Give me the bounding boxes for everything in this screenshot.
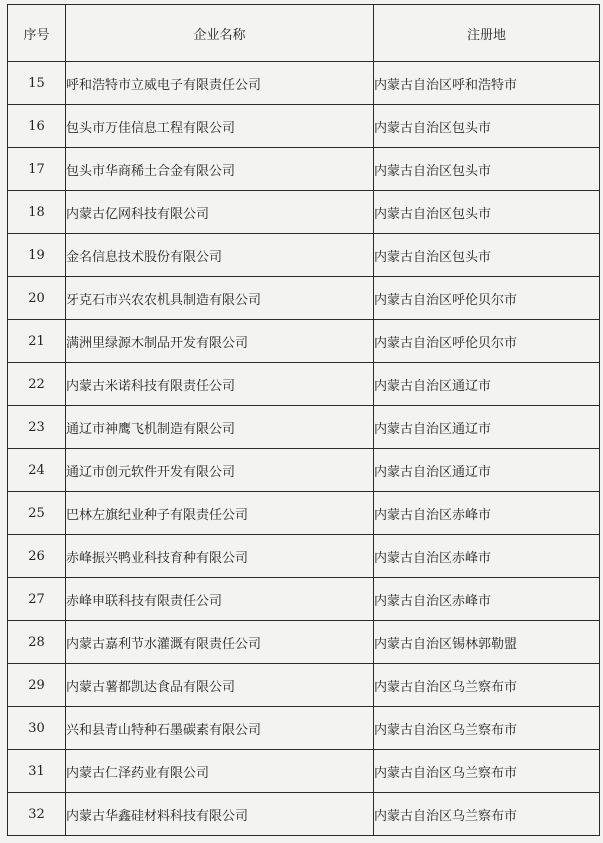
row-company-name: 内蒙古华鑫硅材料科技有限公司	[66, 793, 374, 836]
row-registered-location: 内蒙古自治区乌兰察布市	[374, 664, 600, 707]
row-company-name: 包头市万佳信息工程有限公司	[66, 105, 374, 148]
row-company-name: 内蒙古亿网科技有限公司	[66, 191, 374, 234]
table-row	[8, 105, 600, 148]
row-serial-number: 20	[8, 277, 66, 320]
row-company-name: 牙克石市兴农农机具制造有限公司	[66, 277, 374, 320]
table-row	[8, 191, 600, 234]
table-row	[8, 621, 600, 664]
row-registered-location: 内蒙古自治区包头市	[374, 105, 600, 148]
header-company-name: 企业名称	[66, 5, 374, 62]
table-row	[8, 535, 600, 578]
row-registered-location: 内蒙古自治区乌兰察布市	[374, 707, 600, 750]
row-registered-location: 内蒙古自治区包头市	[374, 148, 600, 191]
row-company-name: 通辽市神鹰飞机制造有限公司	[66, 406, 374, 449]
row-registered-location: 内蒙古自治区锡林郭勒盟	[374, 621, 600, 664]
row-registered-location: 内蒙古自治区通辽市	[374, 363, 600, 406]
row-serial-number: 28	[8, 621, 66, 664]
row-registered-location: 内蒙古自治区包头市	[374, 234, 600, 277]
header-registered-location: 注册地	[374, 5, 600, 62]
row-serial-number: 24	[8, 449, 66, 492]
table-row	[8, 664, 600, 707]
table-row	[8, 277, 600, 320]
company-table	[7, 4, 600, 836]
row-serial-number: 30	[8, 707, 66, 750]
table-row	[8, 148, 600, 191]
row-serial-number: 31	[8, 750, 66, 793]
row-company-name: 内蒙古仁泽药业有限公司	[66, 750, 374, 793]
table-row	[8, 750, 600, 793]
row-serial-number: 25	[8, 492, 66, 535]
table-row	[8, 320, 600, 363]
row-serial-number: 22	[8, 363, 66, 406]
row-registered-location: 内蒙古自治区乌兰察布市	[374, 793, 600, 836]
row-serial-number: 26	[8, 535, 66, 578]
row-serial-number: 17	[8, 148, 66, 191]
table-row	[8, 578, 600, 621]
row-company-name: 赤峰申联科技有限责任公司	[66, 578, 374, 621]
table-row	[8, 234, 600, 277]
row-registered-location: 内蒙古自治区包头市	[374, 191, 600, 234]
row-serial-number: 16	[8, 105, 66, 148]
row-registered-location: 内蒙古自治区通辽市	[374, 406, 600, 449]
row-company-name: 巴林左旗纪业种子有限责任公司	[66, 492, 374, 535]
row-company-name: 赤峰振兴鸭业科技育种有限公司	[66, 535, 374, 578]
table-body	[8, 62, 600, 836]
row-serial-number: 18	[8, 191, 66, 234]
row-registered-location: 内蒙古自治区呼伦贝尔市	[374, 320, 600, 363]
row-registered-location: 内蒙古自治区赤峰市	[374, 578, 600, 621]
row-registered-location: 内蒙古自治区赤峰市	[374, 535, 600, 578]
table-row	[8, 406, 600, 449]
row-company-name: 包头市华商稀土合金有限公司	[66, 148, 374, 191]
row-registered-location: 内蒙古自治区赤峰市	[374, 492, 600, 535]
row-company-name: 呼和浩特市立威电子有限责任公司	[66, 62, 374, 105]
row-serial-number: 27	[8, 578, 66, 621]
row-serial-number: 32	[8, 793, 66, 836]
table-row	[8, 492, 600, 535]
table-row	[8, 363, 600, 406]
row-registered-location: 内蒙古自治区呼和浩特市	[374, 62, 600, 105]
row-registered-location: 内蒙古自治区呼伦贝尔市	[374, 277, 600, 320]
table-row	[8, 793, 600, 836]
table-row	[8, 62, 600, 105]
row-serial-number: 19	[8, 234, 66, 277]
row-company-name: 金名信息技术股份有限公司	[66, 234, 374, 277]
row-serial-number: 23	[8, 406, 66, 449]
row-company-name: 内蒙古薯都凯达食品有限公司	[66, 664, 374, 707]
table-header-row	[8, 5, 600, 62]
row-serial-number: 15	[8, 62, 66, 105]
row-serial-number: 21	[8, 320, 66, 363]
header-serial-number: 序号	[8, 5, 66, 62]
row-serial-number: 29	[8, 664, 66, 707]
row-company-name: 通辽市创元软件开发有限公司	[66, 449, 374, 492]
row-registered-location: 内蒙古自治区通辽市	[374, 449, 600, 492]
table-row	[8, 707, 600, 750]
row-company-name: 内蒙古嘉利节水灌溉有限责任公司	[66, 621, 374, 664]
row-company-name: 内蒙古米诺科技有限责任公司	[66, 363, 374, 406]
row-company-name: 兴和县青山特种石墨碳素有限公司	[66, 707, 374, 750]
row-registered-location: 内蒙古自治区乌兰察布市	[374, 750, 600, 793]
row-company-name: 满洲里绿源木制品开发有限公司	[66, 320, 374, 363]
table-row	[8, 449, 600, 492]
